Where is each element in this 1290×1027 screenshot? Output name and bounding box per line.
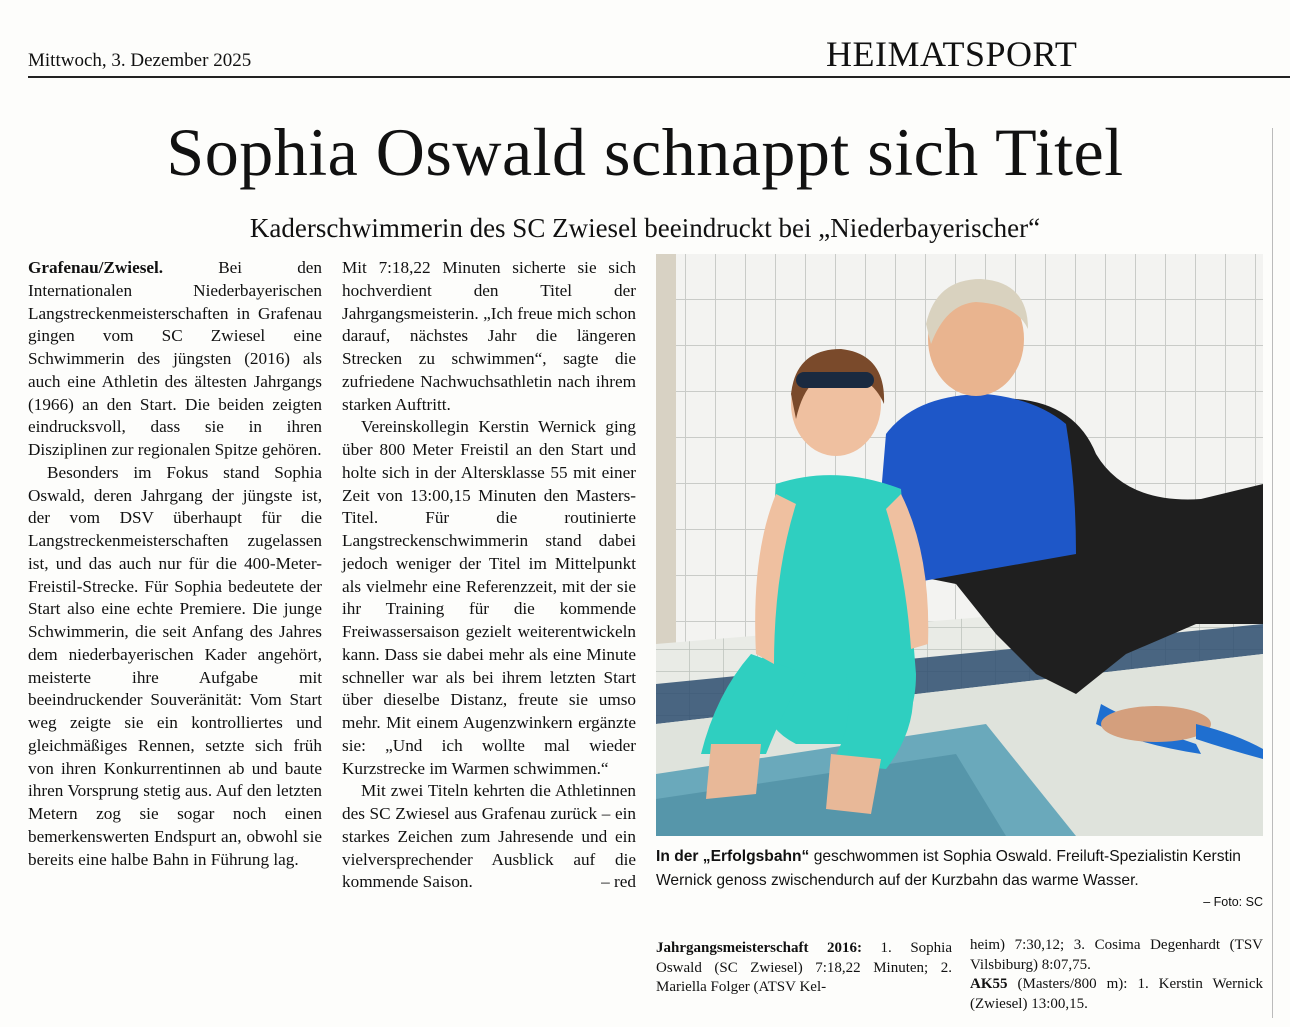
results-entry [656, 939, 952, 998]
dateline: Grafenau/Zwiesel. [28, 258, 164, 277]
header-date: Mittwoch, 3. Dezember 2025 [28, 50, 252, 71]
results-entry [970, 975, 1263, 1014]
article-paragraph: Mit 7:18,22 Minuten sicherte sie sich hochverdient den Titel der Jahrgangsmeisterin. „Ich freue mich schon darauf, nächstes Jahr die längeren Strecken zu schwimmen“, sagte die zufriedene Nachwuchsathletin nach ihrem starken Auftritt. [342, 258, 636, 414]
article-subheadline: Kaderschwimmerin des SC Zwiesel beeindruckt bei „Niederbayerischer“ [249, 213, 1041, 243]
article-column-2 [342, 257, 636, 894]
results-column-2 [970, 936, 1263, 1014]
article-headline: Sophia Oswald schnappt sich Titel [166, 114, 1124, 190]
photo-credit: – Foto: SC [1203, 895, 1263, 909]
header-rule [28, 76, 1290, 78]
section-title: HEIMATSPORT [826, 34, 1078, 74]
author-signature: – red [601, 872, 636, 892]
paragraph-text: Mit zwei Titeln kehrten die Athletinnen des SC Zwiesel aus Grafenau zurück – ein starkes Zeichen zum Jahresende und ein vielversprechender Ausblick auf die kommende Saison. [342, 781, 636, 892]
article-paragraph [28, 257, 322, 462]
caption-lead: In der „Erfolgsbahn“ [656, 848, 810, 865]
photo-caption [656, 845, 1263, 892]
paragraph-text: Bei den Internationalen Niederbayerischen Langstreckenmeisterschaften in Grafenau gingen vom SC Zwiesel eine Schwimmerin des jüngsten (2016) als auch eine Athletin des ältesten Jahrgangs (1966) an den Start. Die beiden zeigten eindrucksvoll, dass sie in ihren Disziplinen zur regionalen Spitze gehören. [28, 258, 323, 459]
results-heading: AK55 [970, 976, 1008, 992]
article-paragraph: Besonders im Fokus stand Sophia Oswald, deren Jahrgang der jüngste ist, der vom DSV überhaupt für die Langstreckenmeisterschaften zugelassen ist, und das auch nur für die 400-Meter-Freistil-Strecke. Für Sophia bedeutete der Start also eine echte Premiere. Die junge Schwimmerin, die seit Anfang des Jahres dem niederbayerischen Kader angehört, meisterte ihre Aufgabe mit beeindruckender Souveränität: Vom Start weg zeigte sie ein kontrolliertes und gleichmäßiges Rennen, setzte sich früh von ihren Konkurrentinnen ab und baute ihren Vorsprung stetig aus. Auf den letzten Metern zog sie sogar noch einen bemerkenswerten Endspurt an, obwohl sie bereits eine halbe Bahn in Führung lag. [28, 462, 322, 869]
results-column-1 [656, 939, 952, 998]
results-text: (Masters/800 m): 1. Kerstin Wernick (Zwiesel) 13:00,15. [970, 976, 1263, 1012]
article-photo [656, 254, 1263, 836]
article-column-1 [28, 257, 322, 871]
article-paragraph [342, 780, 636, 894]
caption-text: geschwommen ist Sophia Oswald. Freiluft-Spezialistin Kerstin Wernick genoss zwischendurch auf der Kurzbahn das warme Wasser. [656, 848, 1241, 889]
results-heading: Jahrgangsmeisterschaft 2016: [656, 940, 863, 956]
results-entry: heim) 7:30,12; 3. Cosima Degenhardt (TSV Vilsbiburg) 8:07,75. [970, 937, 1263, 973]
swimmers-photo-illustration [656, 254, 1263, 836]
article-paragraph: Vereinskollegin Kerstin Wernick ging über 800 Meter Freistil an den Start und holte sich in der Altersklasse 55 mit einer Zeit von 13:00,15 Minuten den Masters-Titel. Für die routinierte Langstreckenschwimmerin stand dabei jedoch weniger der Titel im Mittelpunkt als vielmehr eine Referenzzeit, mit der sie ihr Training für die kommende Freiwassersaison gezielt weiterentwickeln kann. Dass sie dabei mehr als eine Minute schneller war als bei ihrem letzten Start über dieselbe Distanz, freute sie umso mehr. Mit einem Augenzwinkern ergänzte sie: „Und ich wollte mal wieder Kurzstrecke im Warmen schwimmen.“ [342, 417, 636, 778]
results-text: 1. Sophia Oswald (SC Zwiesel) 7:18,22 Minuten; 2. Mariella Folger (ATSV Kel- [656, 940, 952, 995]
column-divider [1272, 128, 1273, 1018]
